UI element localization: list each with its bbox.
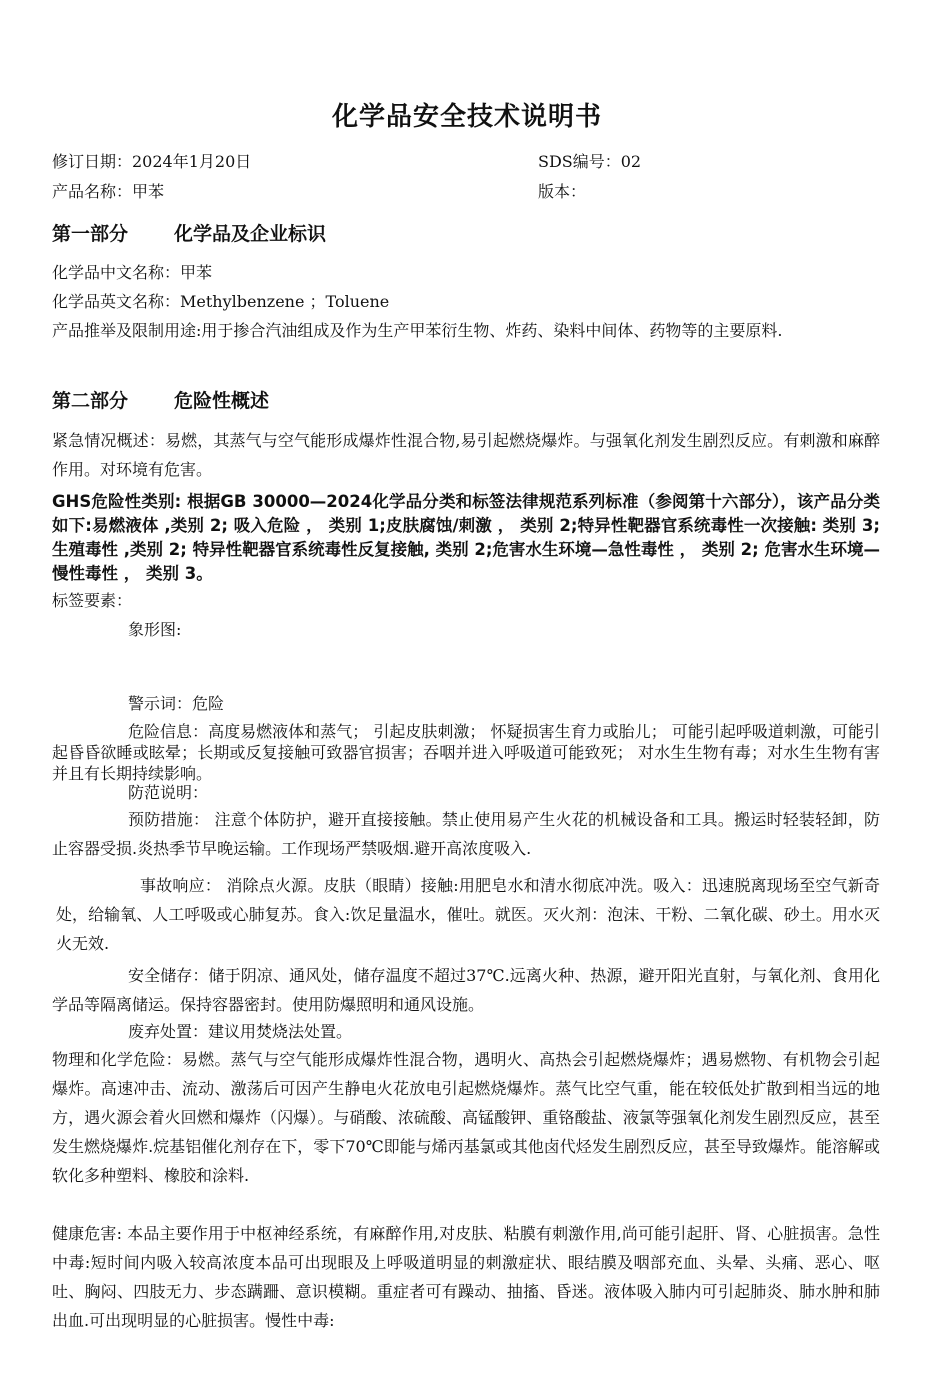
disposal: 废弃处置：建议用焚烧法处置。 [128,1022,353,1041]
chemical-cn-name: 化学品中文名称：甲苯 [52,263,213,282]
signal-word: 警示词：危险 [128,694,225,713]
precaution-label: 防范说明： [128,783,209,802]
physical-chemical-hazard: 物理和化学危险：易燃。蒸气与空气能形成爆炸性混合物，遇明火、高热会引起燃烧爆炸；遇易燃物、有机物会引起爆炸。高速冲击、流动、激荡后可因产生静电火花放电引起燃烧爆炸。蒸气比空气重，能在较低处扩散到相当远的地方，遇火源会着火回燃和爆炸（闪爆）。与硝酸、浓硫酸、高锰酸钾、重铬酸盐、液氯等强氧化剂发生剧烈反应，甚至发生燃烧爆炸.烷基铝催化剂存在下，零下70℃即能与烯丙基氯或其他卤代烃发生剧烈反应，甚至导致爆炸。能溶解或软化多种塑料、橡胶和涂料. [52,1050,880,1185]
prevention-measures: 预防措施： 注意个体防护，避开直接接触。禁止使用易产生火花的机械设备和工具。搬运时轻装轻卸，防止容器受损.炎热季节早晚运输。工作现场严禁吸烟.避开高浓度吸入. [52,810,880,858]
label-elements: 标签要素： [52,591,133,610]
accident-response: 事故响应： 消除点火源。皮肤（眼睛）接触:用肥皂水和清水彻底冲洗。吸入：迅速脱离现场至空气新奇处，给输氧、人工呼吸或心肺复苏。食入:饮足量温水，催吐。就医。灭火剂：泡沫、干粉、二氧化碳、砂土。用水灭火无效. [56,876,880,953]
section1-heading [52,219,326,246]
hazard-statements: 危险信息：高度易燃液体和蒸气； 引起皮肤刺激； 怀疑损害生育力或胎儿； 可能引起呼吸道刺激，可能引起昏昏欲睡或眩晕；长期或反复接触可致器官损害；吞咽并进入呼吸道可能致死； 对水生生物有毒；对水生生物有害并且有长期持续影响。 [52,722,880,783]
safe-storage: 安全储存：储于阴凉、通风处，储存温度不超过37℃.远离火种、热源，避开阳光直射，与氧化剂、食用化学品等隔离储运。保持容器密封。使用防爆照明和通风设施。 [52,966,880,1014]
health-hazard: 健康危害: 本品主要作用于中枢神经系统，有麻醉作用,对皮肤、粘膜有刺激作用,尚可能引起肝、肾、心脏损害。急性中毒:短时间内吸入较高浓度本品可出现眼及上呼吸道明显的刺激症状、眼结膜及咽部充血、头晕、头痛、恶心、呕吐、胸闷、四肢无力、步态蹒跚、意识模糊。重症者可有躁动、抽搐、昏迷。液体吸入肺内可引起肺炎、肺水肿和肺出血.可出现明显的心脏损害。慢性中毒: [52,1224,880,1330]
section2-heading [52,386,269,413]
emergency-overview: 紧急情况概述：易燃，其蒸气与空气能形成爆炸性混合物,易引起燃烧爆炸。与强氧化剂发生剧烈反应。有刺激和麻醉作用。对环境有危害。 [52,431,880,479]
section2-title: 危险性概述 [174,390,270,412]
document-title: 化学品安全技术说明书 [331,102,602,132]
product-usage: 产品推举及限制用途:用于掺合汽油组成及作为生产甲苯衍生物、炸药、染料中间体、药物等的主要原料. [52,321,783,340]
section1-title: 化学品及企业标识 [174,223,327,245]
product-name: 产品名称：甲苯 [52,182,165,201]
ghs-classification: GHS危险性类别: 根据GB 30000—2024化学品分类和标签法律规范系列标准（参阅第十六部分），该产品分类如下:易燃液体 ,类别 2; 吸入危险 ， 类别 1;皮肤腐蚀/刺激 ， 类别 2;特异性靶器官系统毒性一次接触: 类别 3;生殖毒性 ,类别 2; 特异性靶器官系统毒性反复接触, 类别 2;危害水生环境—急性毒性 ， 类别 2; 危害水生环境—慢性毒性 ， 类别 3。 [52,492,880,583]
section2-number: 第二部分 [52,390,129,412]
chemical-en-name: 化学品英文名称：Methylbenzene ；Toluene [52,292,390,311]
sds-number: SDS编号：02 [538,152,642,171]
version: 版本： [538,182,587,201]
section1-number: 第一部分 [52,223,129,245]
pictogram-label: 象形图: [128,620,182,639]
revision-date: 修订日期：2024年1月20日 [52,152,252,171]
